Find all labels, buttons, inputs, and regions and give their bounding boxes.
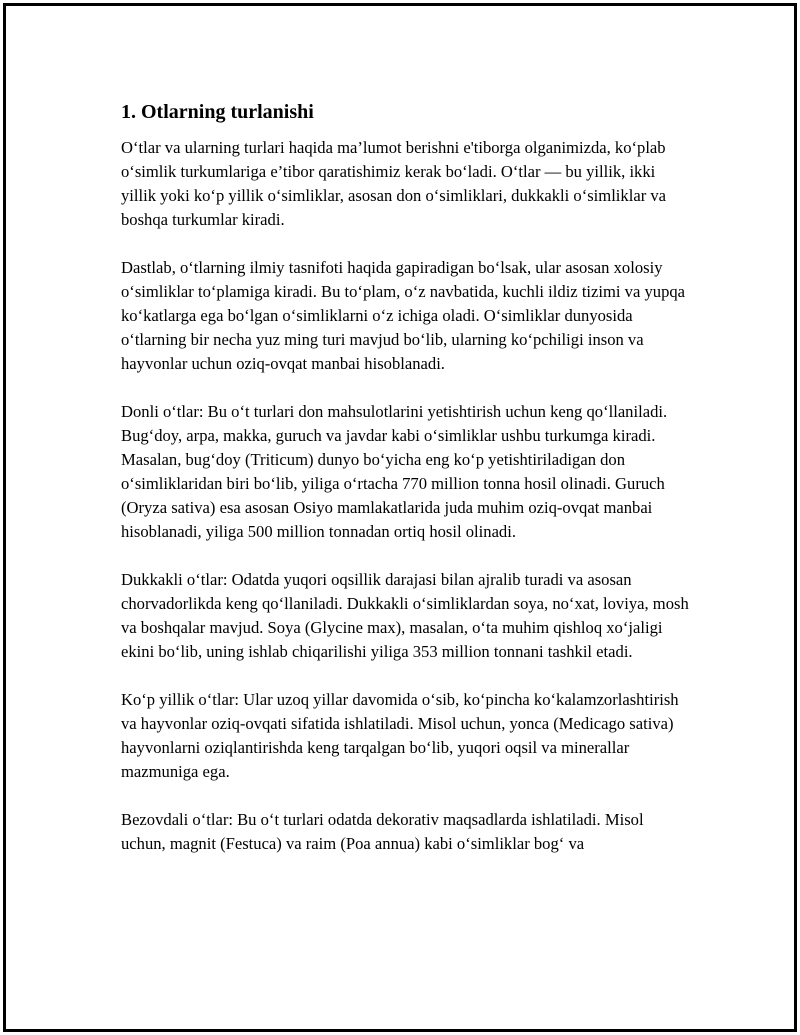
section-heading: 1. Otlarning turlanishi [121,101,314,123]
paragraph-intro: O‘tlar va ularning turlari haqida ma’lumot berishni e'tiborga olganimizda, ko‘plab o‘simlik turkumlariga e’tibor qaratishimiz kerak bo‘ladi. O‘tlar — bu yillik, ikki yillik yoki ko‘p yillik o‘simliklar, asosan don o‘simliklari, dukkakli o‘simliklar va boshqa turkumlar kiradi. [121,138,667,229]
paragraph-ornamental-grasses: Bezovdali o‘tlar: Bu o‘t turlari odatda dekorativ maqsadlarda ishlatiladi. Misol uchun, magnit (Festuca) va raim (Poa annua) kabi o‘simliklar bog‘ va [121,810,644,853]
paragraph-cereal-grasses: Donli o‘tlar: Bu o‘t turlari don mahsulotlarini yetishtirish uchun keng qo‘llaniladi. Bug‘doy, arpa, makka, guruch va javdar kabi o‘simliklar ushbu turkumga kiradi. Masalan, bug‘doy (Triticum) dunyo bo‘yicha eng ko‘p yetishtiriladigan don o‘simliklaridan biri bo‘lib, yiliga o‘rtacha 770 million tonna hosil olinadi. Guruch (Oryza sativa) esa asosan Osiyo mamlakatlarida juda muhim oziq-ovqat manbai hisoblanadi, yiliga 500 million tonnadan ortiq hosil olinadi. [121,402,668,541]
page-frame [3,3,797,1032]
paragraph-classification: Dastlab, o‘tlarning ilmiy tasnifoti haqida gapiradigan bo‘lsak, ular asosan xolosiy o‘simliklar to‘plamiga kiradi. Bu to‘plam, o‘z navbatida, kuchli ildiz tizimi va yupqa ko‘katlarga ega bo‘lgan o‘simliklarni o‘z ichiga oladi. O‘simliklar dunyosida o‘tlarning bir necha yuz ming turi mavjud bo‘lib, ularning ko‘pchiligi inson va hayvonlar uchun oziq-ovqat manbai hisoblanadi. [121,258,686,373]
paragraph-legume-grasses: Dukkakli o‘tlar: Odatda yuqori oqsillik darajasi bilan ajralib turadi va asosan chorvadorlikda keng qo‘llaniladi. Dukkakli o‘simliklardan soya, no‘xat, loviya, mosh va boshqalar mavjud. Soya (Glycine max), masalan, o‘ta muhim qishloq xo‘jaligi ekini bo‘lib, uning ishlab chiqarilishi yiliga 353 million tonnani tashkil etadi. [121,570,689,661]
document-body [121,98,691,880]
paragraph-perennial-grasses: Ko‘p yillik o‘tlar: Ular uzoq yillar davomida o‘sib, ko‘pincha ko‘kalamzorlashtirish va hayvonlar oziq-ovqati sifatida ishlatiladi. Misol uchun, yonca (Medicago sativa) hayvonlarni oziqlantirishda keng tarqalgan bo‘lib, yuqori oqsil va minerallar mazmuniga ega. [121,690,679,781]
